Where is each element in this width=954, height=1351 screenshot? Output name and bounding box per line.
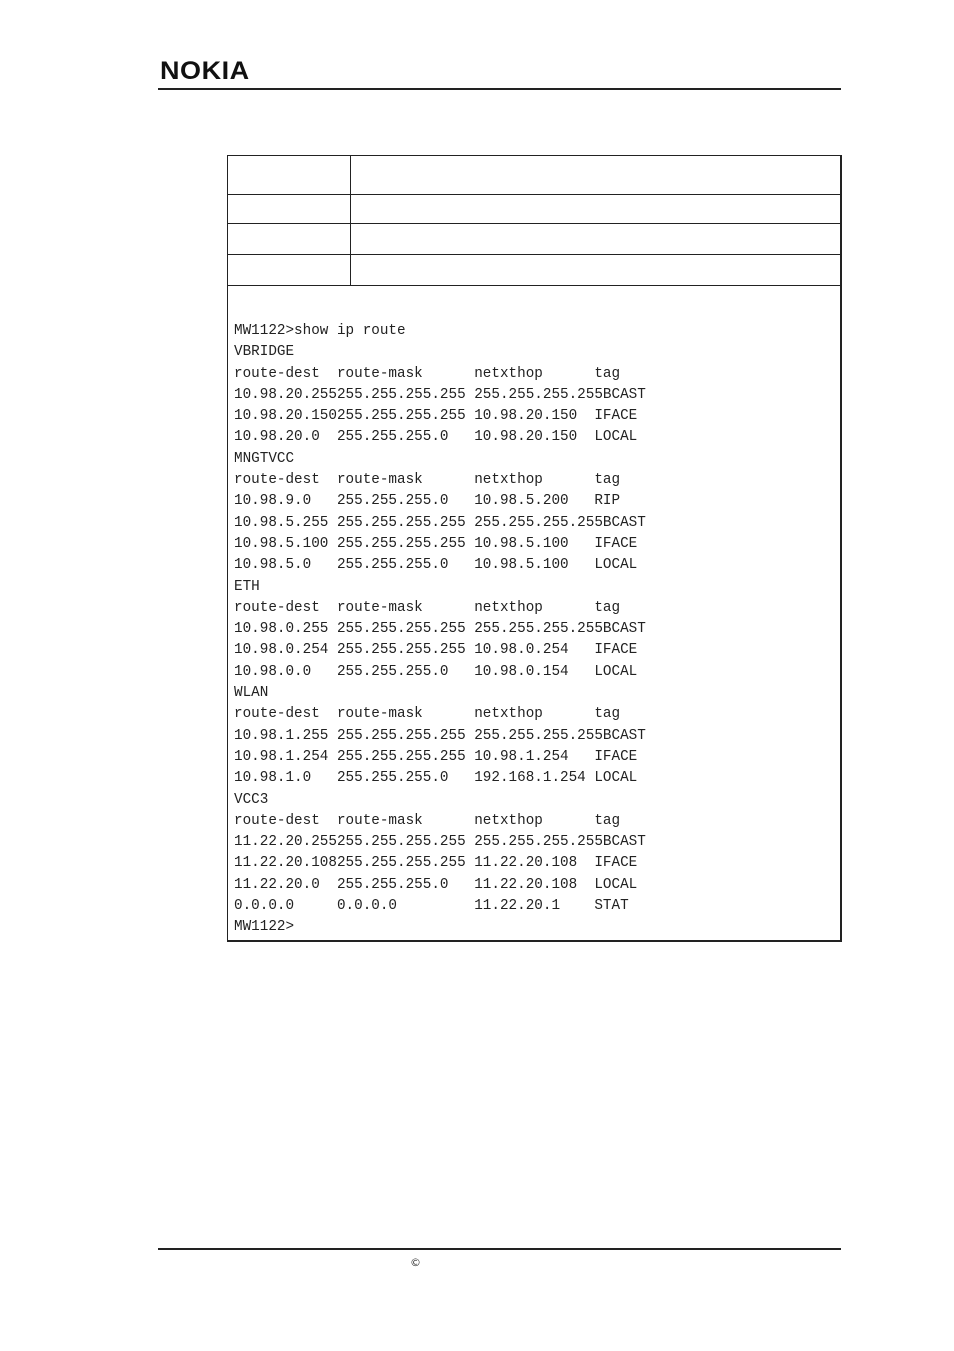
terminal-line: WLAN <box>234 685 269 702</box>
terminal-line: 11.22.20.255255.255.255.255 255.255.255.255BCAST <box>234 834 646 851</box>
table-row <box>228 194 840 224</box>
terminal-line: route-dest route-mask netxthop tag <box>234 599 621 616</box>
column-divider <box>350 156 351 194</box>
terminal-line: VBRIDGE <box>234 344 295 361</box>
command-table <box>227 155 842 942</box>
terminal-line: 10.98.5.100 255.255.255.255 10.98.5.100 IFACE <box>234 535 638 552</box>
column-divider <box>350 224 351 254</box>
table-row <box>228 224 840 255</box>
terminal-line: 10.98.0.0 255.255.255.0 10.98.0.154 LOCAL <box>234 663 638 680</box>
column-divider <box>350 195 351 223</box>
terminal-line: 10.98.1.0 255.255.255.0 192.168.1.254 LOCAL <box>234 770 638 787</box>
terminal-line: MNGTVCC <box>234 450 295 467</box>
terminal-line: 10.98.20.255255.255.255.255 255.255.255.255BCAST <box>234 386 646 403</box>
terminal-line: 11.22.20.0 255.255.255.0 11.22.20.108 LOCAL <box>234 876 638 893</box>
footer-divider <box>158 1248 841 1250</box>
header-divider <box>158 88 841 90</box>
terminal-line: 11.22.20.108255.255.255.255 11.22.20.108 IFACE <box>234 855 638 872</box>
terminal-line: route-dest route-mask netxthop tag <box>234 812 621 829</box>
terminal-line: route-dest route-mask netxthop tag <box>234 706 621 723</box>
terminal-output <box>234 321 646 939</box>
terminal-line: 10.98.0.254 255.255.255.255 10.98.0.254 IFACE <box>234 642 638 659</box>
terminal-line: 10.98.20.0 255.255.255.0 10.98.20.150 LOCAL <box>234 429 638 446</box>
terminal-line: route-dest route-mask netxthop tag <box>234 365 621 382</box>
terminal-line: 10.98.1.255 255.255.255.255 255.255.255.255BCAST <box>234 727 646 744</box>
nokia-logo: NOKIA <box>160 57 250 85</box>
terminal-line: 10.98.5.255 255.255.255.255 255.255.255.255BCAST <box>234 514 646 531</box>
column-divider <box>350 255 351 285</box>
terminal-line: 10.98.5.0 255.255.255.0 10.98.5.100 LOCAL <box>234 557 638 574</box>
terminal-line: MW1122> <box>234 919 295 936</box>
terminal-line: MW1122>show ip route <box>234 323 406 339</box>
terminal-line: 10.98.20.150255.255.255.255 10.98.20.150 IFACE <box>234 408 638 425</box>
terminal-line: 0.0.0.0 0.0.0.0 11.22.20.1 STAT <box>234 898 629 915</box>
table-row <box>228 156 840 195</box>
terminal-line: 10.98.1.254 255.255.255.255 10.98.1.254 IFACE <box>234 748 638 765</box>
copyright-symbol: © <box>410 1256 421 1269</box>
terminal-line: 10.98.9.0 255.255.255.0 10.98.5.200 RIP <box>234 493 621 510</box>
terminal-line: route-dest route-mask netxthop tag <box>234 472 621 489</box>
terminal-line: 10.98.0.255 255.255.255.255 255.255.255.255BCAST <box>234 621 646 638</box>
table-row <box>228 255 840 286</box>
terminal-line: VCC3 <box>234 791 269 808</box>
terminal-line: ETH <box>234 578 260 595</box>
